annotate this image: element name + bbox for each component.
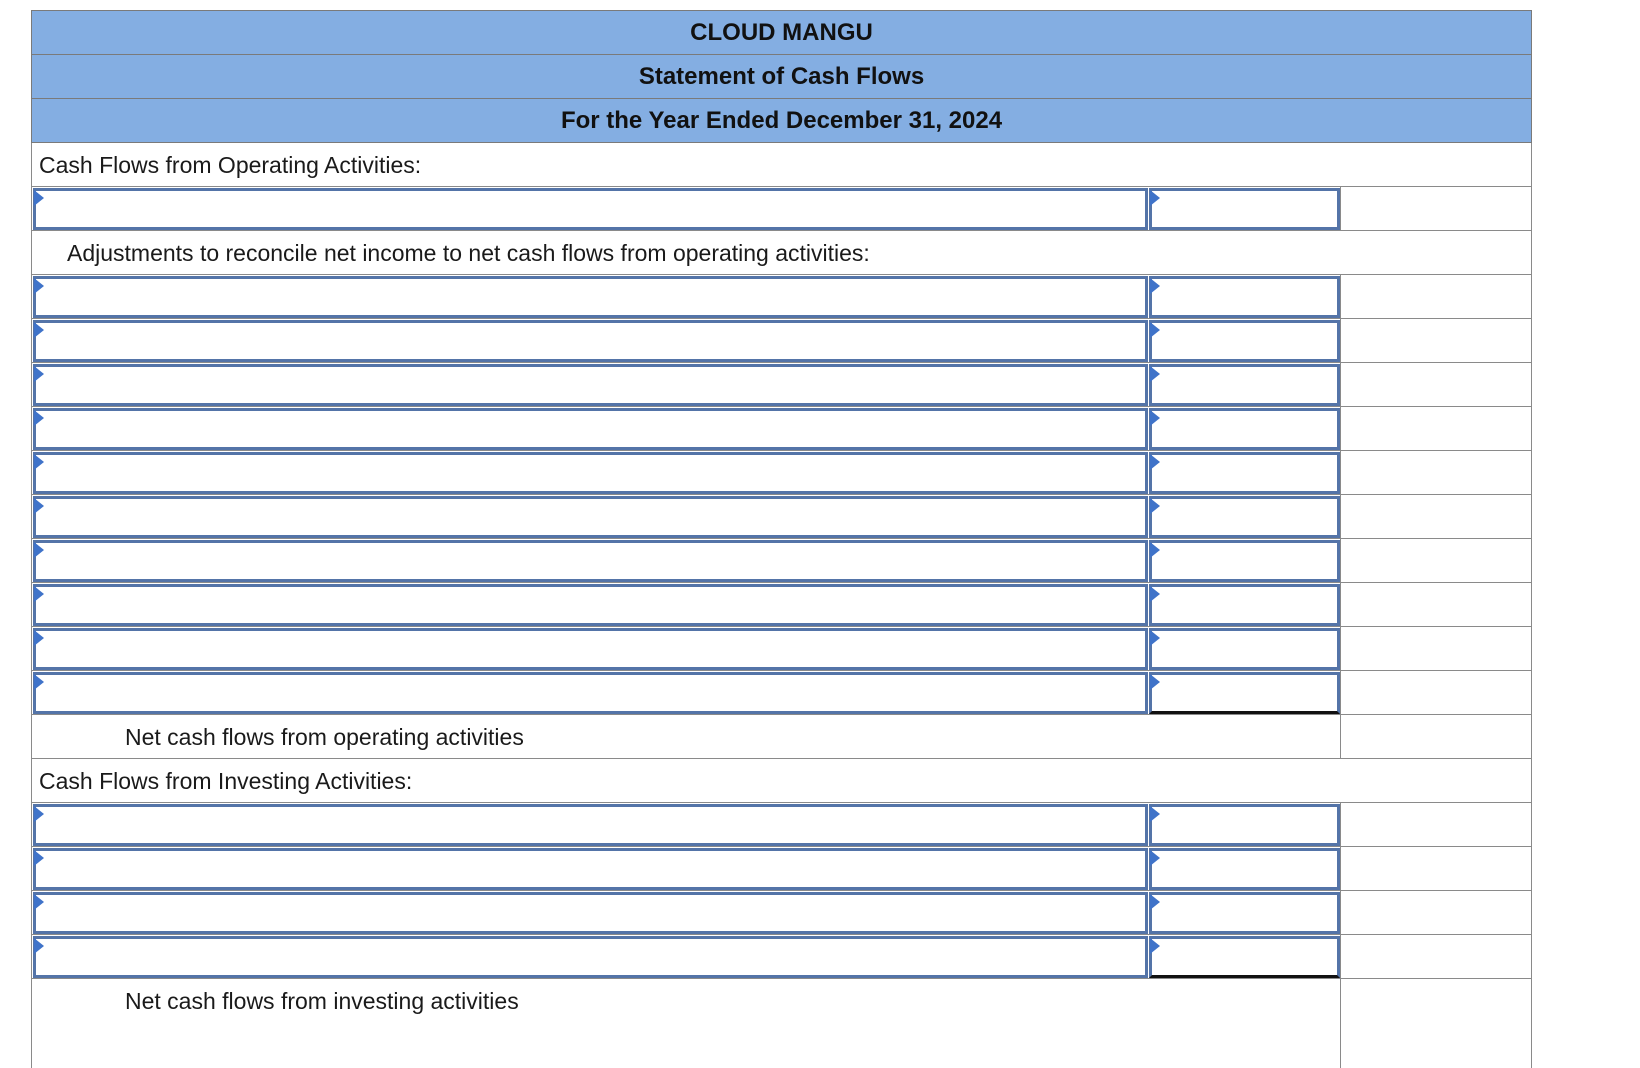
dropdown-marker-icon [34,410,44,426]
adjustment-amount-input[interactable] [1149,320,1340,362]
investing-heading: Cash Flows from Investing Activities: [39,768,413,794]
operating-heading-row [31,143,1532,187]
adjustment-account-select[interactable] [33,496,1148,538]
adjustment-row [31,275,1532,319]
dropdown-marker-icon [34,454,44,470]
column-divider [1340,407,1341,451]
adjustment-account-select[interactable] [33,452,1148,494]
investing-row [31,803,1532,847]
adjustment-amount-input[interactable] [1149,408,1340,450]
statement-title: Statement of Cash Flows [638,63,925,90]
company-name: CLOUD MANGU [690,19,873,46]
adjustment-amount-input[interactable] [1149,276,1340,318]
statement-period-header [31,98,1532,143]
investing-amount-input[interactable] [1149,804,1340,846]
adjustment-row [31,627,1532,671]
net-operating-row [31,715,1532,759]
investing-amount-input[interactable] [1149,892,1340,934]
column-divider [1340,803,1341,847]
adjustment-amount-input[interactable] [1149,496,1340,538]
adjustment-row [31,451,1532,495]
dropdown-marker-icon [1150,894,1160,910]
adjustment-account-select[interactable] [33,672,1148,714]
dropdown-marker-icon [34,894,44,910]
dropdown-marker-icon [34,586,44,602]
column-divider [1340,847,1341,891]
adjustment-amount-input[interactable] [1149,672,1340,714]
column-divider [1340,187,1341,231]
adjustment-amount-input[interactable] [1149,584,1340,626]
column-divider [1340,319,1341,363]
adjustment-account-select[interactable] [33,540,1148,582]
adjustment-row [31,407,1532,451]
column-divider [1340,275,1341,319]
dropdown-marker-icon [34,498,44,514]
investing-account-select[interactable] [33,892,1148,934]
statement-period: For the Year Ended December 31, 2024 [560,107,1003,134]
adjustment-account-select[interactable] [33,628,1148,670]
net-investing-row [31,979,1532,1068]
investing-account-select[interactable] [33,848,1148,890]
dropdown-marker-icon [34,278,44,294]
company-name-header [31,10,1532,54]
dropdown-marker-icon [34,850,44,866]
adjustment-row [31,583,1532,627]
dropdown-marker-icon [1150,542,1160,558]
net-income-amount-input[interactable] [1149,188,1340,230]
dropdown-marker-icon [1150,190,1160,206]
dropdown-marker-icon [34,322,44,338]
net-income-account-select[interactable] [33,188,1148,230]
adjustment-account-select[interactable] [33,584,1148,626]
column-divider [1340,583,1341,627]
column-divider [1340,495,1341,539]
adjustment-account-select[interactable] [33,276,1148,318]
column-divider [1340,979,1341,1068]
adjustment-account-select[interactable] [33,320,1148,362]
operating-heading: Cash Flows from Operating Activities: [39,152,422,178]
adjustment-amount-input[interactable] [1149,452,1340,494]
adjustment-account-select[interactable] [33,408,1148,450]
dropdown-marker-icon [1150,410,1160,426]
column-divider [1340,451,1341,495]
dropdown-marker-icon [1150,938,1160,954]
dropdown-marker-icon [1150,278,1160,294]
investing-row [31,935,1532,979]
dropdown-marker-icon [34,806,44,822]
column-divider [1340,363,1341,407]
investing-row [31,891,1532,935]
dropdown-marker-icon [1150,322,1160,338]
dropdown-marker-icon [34,190,44,206]
dropdown-marker-icon [1150,806,1160,822]
dropdown-marker-icon [34,674,44,690]
net-operating-label: Net cash flows from operating activities [125,724,524,750]
dropdown-marker-icon [1150,850,1160,866]
dropdown-marker-icon [34,542,44,558]
dropdown-marker-icon [1150,586,1160,602]
investing-account-select[interactable] [33,936,1148,978]
investing-amount-input[interactable] [1149,936,1340,978]
dropdown-marker-icon [1150,630,1160,646]
adjustment-row [31,319,1532,363]
column-divider [1340,539,1341,583]
column-divider [1340,671,1341,715]
column-divider [1340,627,1341,671]
adjustment-account-select[interactable] [33,364,1148,406]
investing-row [31,847,1532,891]
dropdown-marker-icon [1150,454,1160,470]
net-investing-label: Net cash flows from investing activities [125,988,519,1014]
column-divider [1340,891,1341,935]
dropdown-marker-icon [34,630,44,646]
column-divider [1340,715,1341,759]
adjustment-amount-input[interactable] [1149,628,1340,670]
adjustments-label: Adjustments to reconcile net income to net cash flows from operating activities: [67,240,870,266]
statement-title-header [31,54,1532,98]
dropdown-marker-icon [1150,674,1160,690]
investing-amount-input[interactable] [1149,848,1340,890]
adjustment-amount-input[interactable] [1149,364,1340,406]
adjustment-row [31,495,1532,539]
adjustment-row [31,671,1532,715]
dropdown-marker-icon [1150,366,1160,382]
adjustment-row [31,363,1532,407]
adjustments-label-row [31,231,1532,275]
dropdown-marker-icon [34,366,44,382]
adjustment-row [31,539,1532,583]
investing-account-select[interactable] [33,804,1148,846]
dropdown-marker-icon [34,938,44,954]
dropdown-marker-icon [1150,498,1160,514]
net-income-row [31,187,1532,231]
adjustment-amount-input[interactable] [1149,540,1340,582]
investing-heading-row [31,759,1532,803]
column-divider [1340,935,1341,979]
